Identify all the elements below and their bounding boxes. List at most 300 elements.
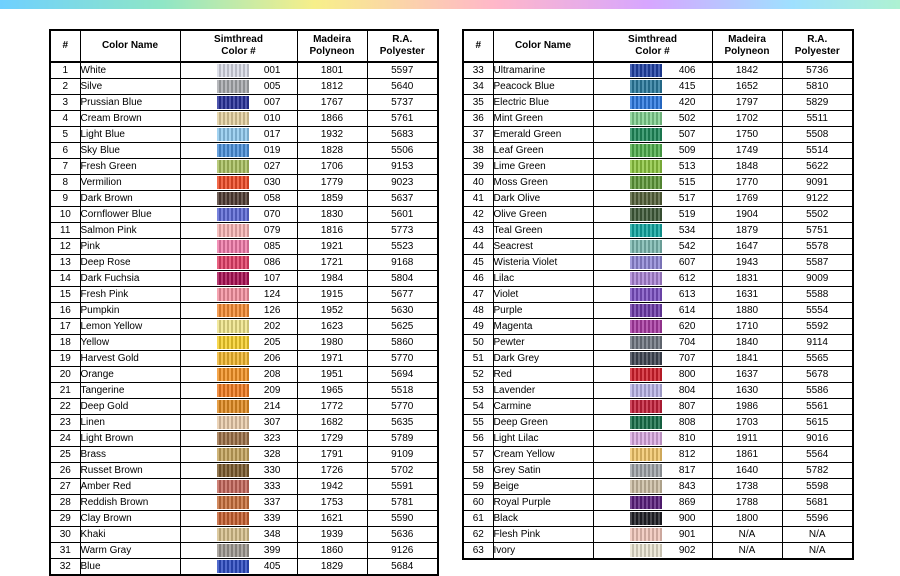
table-row: [463, 335, 853, 351]
simthread-code: 339: [263, 513, 281, 524]
row-number: 2: [50, 79, 80, 95]
ra-code: 5737: [367, 95, 438, 111]
color-name: Royal Purple: [493, 495, 593, 511]
madeira-code: 1791: [297, 447, 367, 463]
madeira-code: 1939: [297, 527, 367, 543]
simthread-code: 707: [678, 353, 696, 364]
simthread-cell: [593, 351, 712, 367]
row-number: 6: [50, 143, 80, 159]
table-row: [463, 319, 853, 335]
color-name: Deep Rose: [80, 255, 180, 271]
madeira-code: 1965: [297, 383, 367, 399]
color-name: Pumpkin: [80, 303, 180, 319]
ra-code: 5586: [782, 383, 853, 399]
top-gradient-bar: [0, 0, 900, 9]
ra-code: 5681: [782, 495, 853, 511]
table-row: [50, 543, 438, 559]
thread-swatch: [217, 416, 249, 429]
madeira-code: 1830: [297, 207, 367, 223]
row-number: 26: [50, 463, 80, 479]
simthread-code: 330: [263, 465, 281, 476]
simthread-code: 808: [678, 417, 696, 428]
color-name: Seacrest: [493, 239, 593, 255]
simthread-cell: [593, 367, 712, 383]
simthread-cell: [180, 207, 297, 223]
madeira-code: 1800: [712, 511, 782, 527]
table-row: [463, 399, 853, 415]
ra-code: 5829: [782, 95, 853, 111]
table-row: [463, 95, 853, 111]
ra-code: 5597: [367, 62, 438, 79]
thread-swatch: [630, 528, 662, 541]
table-row: [50, 207, 438, 223]
header-num: #: [50, 30, 80, 62]
simthread-cell: [180, 191, 297, 207]
color-name: Orange: [80, 367, 180, 383]
simthread-code: 804: [678, 385, 696, 396]
table-row: [50, 303, 438, 319]
madeira-code: 1904: [712, 207, 782, 223]
row-number: 27: [50, 479, 80, 495]
simthread-code: 620: [678, 321, 696, 332]
color-name: Ivory: [493, 543, 593, 560]
color-name: Beige: [493, 479, 593, 495]
simthread-cell: [180, 447, 297, 463]
ra-code: 5508: [782, 127, 853, 143]
color-name: Magenta: [493, 319, 593, 335]
simthread-cell: [593, 431, 712, 447]
table-row: [50, 223, 438, 239]
simthread-cell: [180, 527, 297, 543]
simthread-code: 812: [678, 449, 696, 460]
table-row: [463, 62, 853, 79]
thread-swatch: [630, 480, 662, 493]
color-name: Cream Yellow: [493, 447, 593, 463]
ra-code: N/A: [782, 527, 853, 543]
simthread-cell: [593, 239, 712, 255]
simthread-code: 901: [678, 529, 696, 540]
simthread-cell: [180, 495, 297, 511]
madeira-code: 1652: [712, 79, 782, 95]
ra-code: 5506: [367, 143, 438, 159]
simthread-cell: [593, 511, 712, 527]
simthread-code: 612: [678, 273, 696, 284]
madeira-code: 1942: [297, 479, 367, 495]
thread-swatch: [217, 96, 249, 109]
madeira-code: 1749: [712, 143, 782, 159]
ra-code: 5781: [367, 495, 438, 511]
madeira-code: 1706: [297, 159, 367, 175]
color-name: Fresh Green: [80, 159, 180, 175]
madeira-code: 1986: [712, 399, 782, 415]
header-color-name: Color Name: [80, 30, 180, 62]
thread-swatch: [630, 320, 662, 333]
color-name: Olive Green: [493, 207, 593, 223]
header-color-name: Color Name: [493, 30, 593, 62]
simthread-cell: [180, 175, 297, 191]
simthread-code: 058: [263, 193, 281, 204]
ra-code: 5640: [367, 79, 438, 95]
simthread-cell: [593, 79, 712, 95]
row-number: 15: [50, 287, 80, 303]
row-number: 25: [50, 447, 80, 463]
simthread-cell: [180, 559, 297, 576]
madeira-code: 1861: [712, 447, 782, 463]
thread-swatch: [630, 64, 662, 77]
thread-swatch: [630, 352, 662, 365]
simthread-cell: [593, 383, 712, 399]
simthread-code: 079: [263, 225, 281, 236]
thread-swatch: [630, 416, 662, 429]
ra-code: 5518: [367, 383, 438, 399]
table-row: [50, 127, 438, 143]
color-name: Linen: [80, 415, 180, 431]
thread-swatch: [630, 432, 662, 445]
color-name: Salmon Pink: [80, 223, 180, 239]
ra-code: 5561: [782, 399, 853, 415]
row-number: 36: [463, 111, 493, 127]
thread-table-left: [49, 29, 439, 576]
row-number: 44: [463, 239, 493, 255]
ra-code: 5810: [782, 79, 853, 95]
row-number: 40: [463, 175, 493, 191]
thread-swatch: [217, 432, 249, 445]
ra-code: 5511: [782, 111, 853, 127]
row-number: 18: [50, 335, 80, 351]
row-number: 14: [50, 271, 80, 287]
madeira-code: 1621: [297, 511, 367, 527]
madeira-code: 1828: [297, 143, 367, 159]
thread-swatch: [217, 112, 249, 125]
row-number: 48: [463, 303, 493, 319]
simthread-cell: [593, 479, 712, 495]
madeira-code: N/A: [712, 527, 782, 543]
ra-code: 5684: [367, 559, 438, 576]
table-row: [463, 159, 853, 175]
simthread-code: 843: [678, 481, 696, 492]
simthread-code: 070: [263, 209, 281, 220]
simthread-cell: [180, 159, 297, 175]
simthread-cell: [180, 303, 297, 319]
madeira-code: 1769: [712, 191, 782, 207]
thread-swatch: [217, 224, 249, 237]
madeira-code: 1880: [712, 303, 782, 319]
table-row: [463, 271, 853, 287]
thread-swatch: [630, 544, 662, 557]
madeira-code: 1797: [712, 95, 782, 111]
row-number: 37: [463, 127, 493, 143]
thread-swatch: [217, 256, 249, 269]
color-name: Cream Brown: [80, 111, 180, 127]
madeira-code: 1980: [297, 335, 367, 351]
color-name: Lime Green: [493, 159, 593, 175]
color-name: Black: [493, 511, 593, 527]
simthread-cell: [180, 415, 297, 431]
simthread-code: 515: [678, 177, 696, 188]
color-name: White: [80, 62, 180, 79]
row-number: 35: [463, 95, 493, 111]
color-name: Warm Gray: [80, 543, 180, 559]
color-name: Silve: [80, 79, 180, 95]
simthread-cell: [593, 415, 712, 431]
simthread-code: 513: [678, 161, 696, 172]
madeira-code: 1637: [712, 367, 782, 383]
row-number: 54: [463, 399, 493, 415]
simthread-cell: [180, 271, 297, 287]
color-name: Mint Green: [493, 111, 593, 127]
simthread-code: 415: [678, 81, 696, 92]
color-name: Sky Blue: [80, 143, 180, 159]
ra-code: 9009: [782, 271, 853, 287]
table-row: [50, 431, 438, 447]
row-number: 39: [463, 159, 493, 175]
simthread-code: 205: [263, 337, 281, 348]
thread-swatch: [217, 320, 249, 333]
color-name: Violet: [493, 287, 593, 303]
thread-swatch: [217, 384, 249, 397]
color-name: Pewter: [493, 335, 593, 351]
header-madeira: Madeira Polyneon: [712, 30, 782, 62]
ra-code: 5554: [782, 303, 853, 319]
header-simthread: Simthread Color #: [180, 30, 297, 62]
simthread-cell: [180, 351, 297, 367]
simthread-code: 328: [263, 449, 281, 460]
table-row: [50, 335, 438, 351]
simthread-code: 208: [263, 369, 281, 380]
table-row: [463, 223, 853, 239]
color-name: Ultramarine: [493, 62, 593, 79]
madeira-code: 1848: [712, 159, 782, 175]
color-name: Yellow: [80, 335, 180, 351]
table-row: [463, 239, 853, 255]
thread-swatch: [217, 480, 249, 493]
thread-swatch: [630, 272, 662, 285]
table-row: [463, 495, 853, 511]
madeira-code: 1767: [297, 95, 367, 111]
thread-swatch: [217, 128, 249, 141]
simthread-cell: [593, 335, 712, 351]
table-row: [50, 511, 438, 527]
table-row: [50, 175, 438, 191]
simthread-cell: [180, 127, 297, 143]
ra-code: 9126: [367, 543, 438, 559]
simthread-code: 406: [678, 65, 696, 76]
madeira-code: N/A: [712, 543, 782, 560]
row-number: 30: [50, 527, 80, 543]
madeira-code: 1738: [712, 479, 782, 495]
table-row: [50, 111, 438, 127]
ra-code: 5591: [367, 479, 438, 495]
madeira-code: 1984: [297, 271, 367, 287]
thread-swatch: [217, 272, 249, 285]
row-number: 58: [463, 463, 493, 479]
ra-code: 5773: [367, 223, 438, 239]
color-name: Pink: [80, 239, 180, 255]
color-name: Red: [493, 367, 593, 383]
madeira-code: 1842: [712, 62, 782, 79]
row-number: 11: [50, 223, 80, 239]
simthread-cell: [180, 367, 297, 383]
row-number: 21: [50, 383, 80, 399]
simthread-cell: [593, 527, 712, 543]
simthread-code: 348: [263, 529, 281, 540]
simthread-cell: [180, 463, 297, 479]
color-name: Dark Fuchsia: [80, 271, 180, 287]
row-number: 17: [50, 319, 80, 335]
ra-code: 5514: [782, 143, 853, 159]
simthread-code: 817: [678, 465, 696, 476]
madeira-code: 1816: [297, 223, 367, 239]
ra-code: 5677: [367, 287, 438, 303]
ra-code: 9122: [782, 191, 853, 207]
simthread-code: 507: [678, 129, 696, 140]
simthread-cell: [180, 95, 297, 111]
simthread-cell: [593, 543, 712, 560]
simthread-code: 337: [263, 497, 281, 508]
thread-swatch: [630, 192, 662, 205]
ra-code: 9109: [367, 447, 438, 463]
row-number: 20: [50, 367, 80, 383]
simthread-code: 534: [678, 225, 696, 236]
simthread-cell: [593, 62, 712, 79]
thread-swatch: [217, 160, 249, 173]
row-number: 24: [50, 431, 80, 447]
color-name: Prussian Blue: [80, 95, 180, 111]
ra-code: 5622: [782, 159, 853, 175]
madeira-code: 1702: [712, 111, 782, 127]
row-number: 34: [463, 79, 493, 95]
thread-swatch: [630, 496, 662, 509]
simthread-code: 030: [263, 177, 281, 188]
table-row: [50, 271, 438, 287]
ra-code: 5523: [367, 239, 438, 255]
simthread-code: 509: [678, 145, 696, 156]
madeira-code: 1812: [297, 79, 367, 95]
ra-code: 9023: [367, 175, 438, 191]
thread-swatch: [630, 384, 662, 397]
color-name: Dark Olive: [493, 191, 593, 207]
madeira-code: 1841: [712, 351, 782, 367]
row-number: 31: [50, 543, 80, 559]
table-row: [463, 367, 853, 383]
thread-swatch: [630, 128, 662, 141]
row-number: 19: [50, 351, 80, 367]
color-name: Clay Brown: [80, 511, 180, 527]
ra-code: 5635: [367, 415, 438, 431]
row-number: 61: [463, 511, 493, 527]
thread-swatch: [217, 240, 249, 253]
color-name: Purple: [493, 303, 593, 319]
color-name: Cornflower Blue: [80, 207, 180, 223]
row-number: 52: [463, 367, 493, 383]
simthread-code: 704: [678, 337, 696, 348]
simthread-cell: [180, 79, 297, 95]
simthread-cell: [180, 62, 297, 79]
row-number: 32: [50, 559, 80, 576]
madeira-code: 1631: [712, 287, 782, 303]
table-row: [50, 287, 438, 303]
ra-code: 5564: [782, 447, 853, 463]
color-name: Moss Green: [493, 175, 593, 191]
thread-swatch: [630, 224, 662, 237]
madeira-code: 1859: [297, 191, 367, 207]
simthread-cell: [180, 479, 297, 495]
madeira-code: 1911: [712, 431, 782, 447]
simthread-code: 519: [678, 209, 696, 220]
thread-swatch: [217, 192, 249, 205]
simthread-code: 800: [678, 369, 696, 380]
ra-code: 9168: [367, 255, 438, 271]
simthread-cell: [593, 447, 712, 463]
thread-swatch: [630, 448, 662, 461]
ra-code: 5637: [367, 191, 438, 207]
color-name: Leaf Green: [493, 143, 593, 159]
simthread-cell: [593, 271, 712, 287]
simthread-cell: [593, 223, 712, 239]
simthread-code: 085: [263, 241, 281, 252]
simthread-code: 007: [263, 97, 281, 108]
simthread-code: 107: [263, 273, 281, 284]
table-row: [50, 527, 438, 543]
row-number: 8: [50, 175, 80, 191]
madeira-code: 1640: [712, 463, 782, 479]
table-row: [50, 95, 438, 111]
madeira-code: 1943: [712, 255, 782, 271]
table-row: [463, 431, 853, 447]
color-name: Deep Gold: [80, 399, 180, 415]
ra-code: 5770: [367, 399, 438, 415]
simthread-cell: [180, 255, 297, 271]
color-name: Deep Green: [493, 415, 593, 431]
ra-code: 5751: [782, 223, 853, 239]
row-number: 3: [50, 95, 80, 111]
simthread-code: 542: [678, 241, 696, 252]
color-name: Khaki: [80, 527, 180, 543]
thread-swatch: [217, 352, 249, 365]
simthread-cell: [180, 287, 297, 303]
simthread-cell: [593, 495, 712, 511]
ra-code: 5601: [367, 207, 438, 223]
table-row: [50, 319, 438, 335]
simthread-code: 019: [263, 145, 281, 156]
madeira-code: 1770: [712, 175, 782, 191]
simthread-code: 005: [263, 81, 281, 92]
ra-code: 5615: [782, 415, 853, 431]
simthread-cell: [593, 255, 712, 271]
row-number: 63: [463, 543, 493, 560]
simthread-code: 869: [678, 497, 696, 508]
simthread-cell: [593, 319, 712, 335]
ra-code: 9091: [782, 175, 853, 191]
table-row: [50, 239, 438, 255]
row-number: 56: [463, 431, 493, 447]
ra-code: 5860: [367, 335, 438, 351]
simthread-cell: [593, 143, 712, 159]
madeira-code: 1915: [297, 287, 367, 303]
simthread-cell: [180, 319, 297, 335]
madeira-code: 1623: [297, 319, 367, 335]
color-name: Dark Brown: [80, 191, 180, 207]
row-number: 55: [463, 415, 493, 431]
simthread-code: 307: [263, 417, 281, 428]
color-name: Fresh Pink: [80, 287, 180, 303]
ra-code: 9016: [782, 431, 853, 447]
simthread-cell: [593, 287, 712, 303]
simthread-code: 323: [263, 433, 281, 444]
thread-swatch: [217, 64, 249, 77]
table-row: [463, 351, 853, 367]
simthread-code: 010: [263, 113, 281, 124]
